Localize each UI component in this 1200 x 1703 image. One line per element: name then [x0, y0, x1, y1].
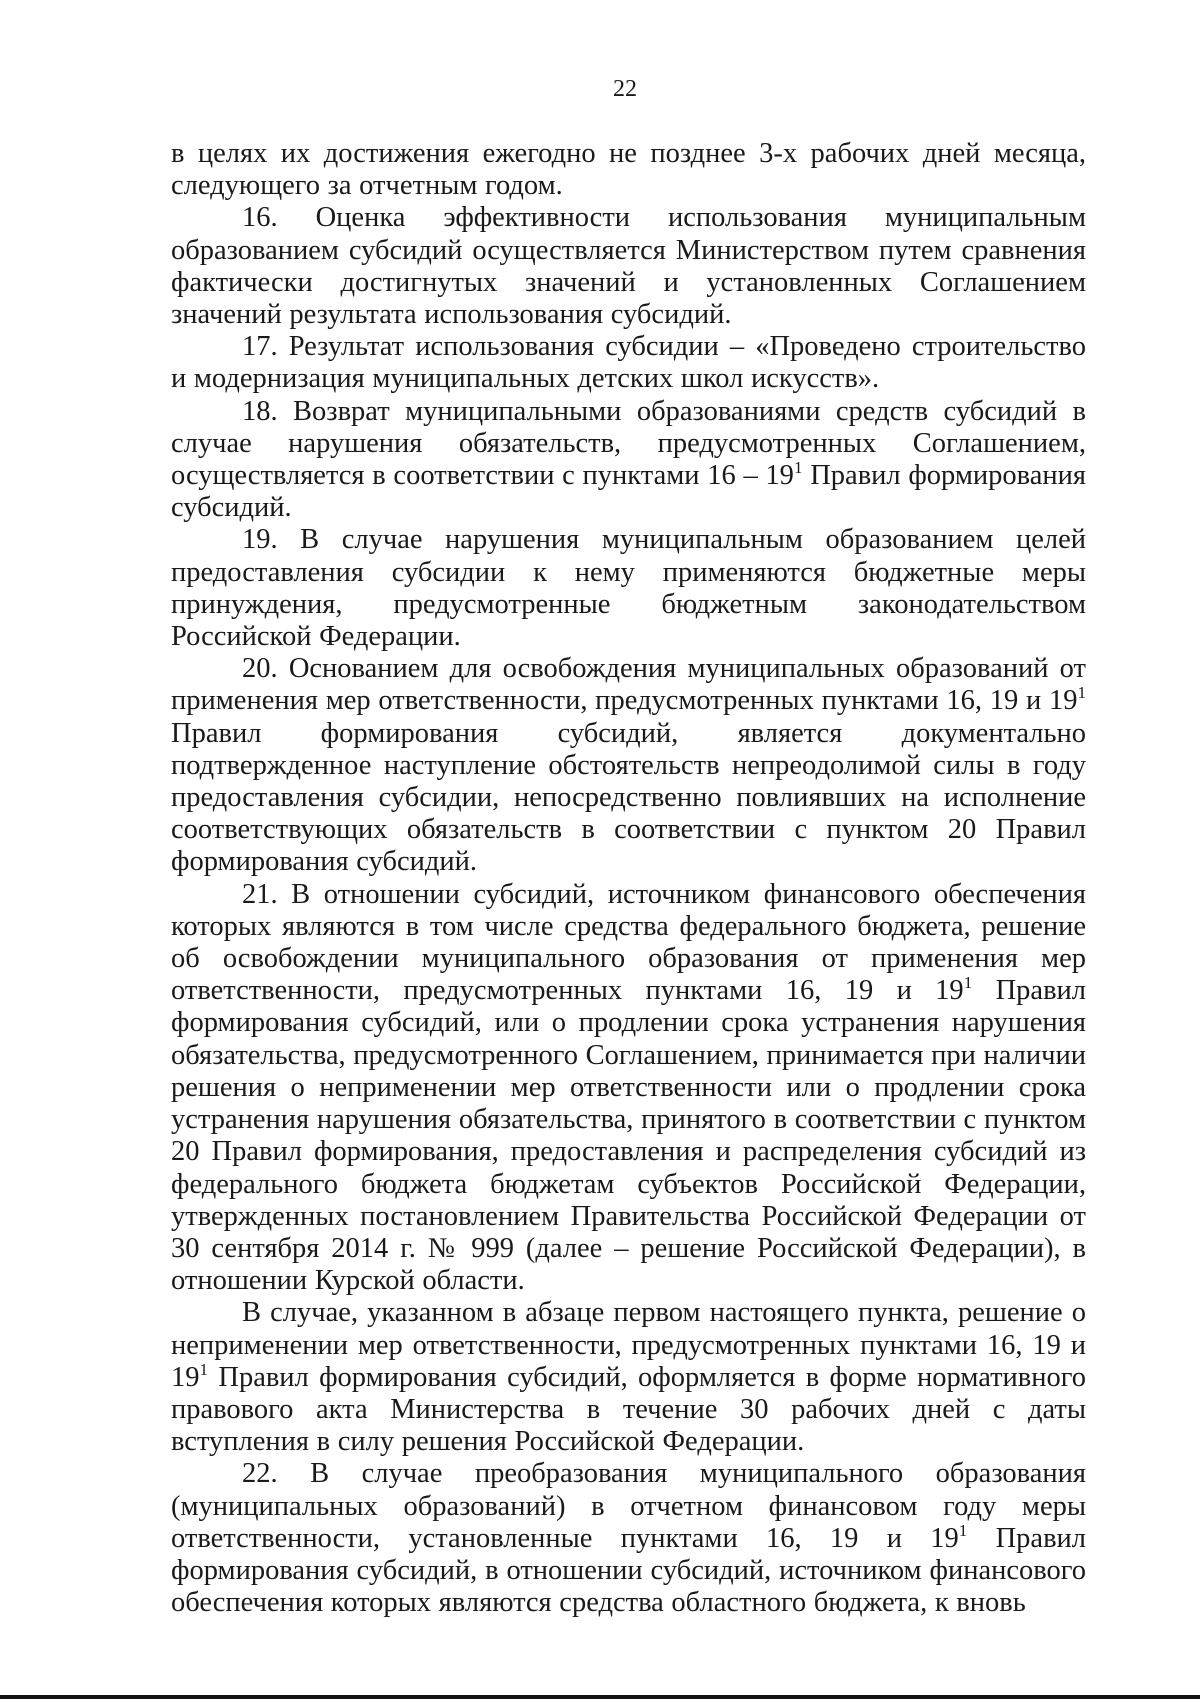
superscript-marker: 1 — [963, 973, 973, 993]
paragraph-text: 20. Основанием для освобождения муниципальных образований от применения мер ответственности, предусмотренных пунктами 16, 19 и 19 — [171, 653, 1086, 717]
page-number: 22 — [613, 76, 637, 102]
superscript-marker: 1 — [958, 1520, 968, 1540]
document-body — [171, 138, 1086, 1619]
paragraph-p17 — [171, 331, 1086, 395]
paragraph-text: 22. В случае преобразования муниципального образования (муниципальных образований) в отчетном финансовом году меры ответственности, установленные пунктами 16, 19 и 19 — [171, 1458, 1086, 1554]
paragraph-p21 — [171, 879, 1086, 1298]
superscript-marker: 1 — [793, 457, 803, 477]
scan-edge-line — [0, 1695, 1200, 1699]
paragraph-p19 — [171, 524, 1086, 653]
paragraph-p18 — [171, 396, 1086, 525]
paragraph-text: 16. Оценка эффективности использования муниципальным образованием субсидий осуществляется Министерством путем сравнения фактически достигнутых значений и установленных Соглашением значений результата использования субсидий. — [171, 202, 1086, 331]
paragraph-p22 — [171, 1458, 1086, 1619]
paragraph-text: 18. Возврат муниципальными образованиями средств субсидий в случае нарушения обязательств, предусмотренных Соглашением, осуществляется в соответствии с пунктами 16 – 19 — [171, 395, 1086, 492]
paragraph-text: Правил формирования субсидий. — [171, 460, 1087, 524]
paragraph-text: в целях их достижения ежегодно не позднее 3-х рабочих дней месяца, следующего за отчетным годом. — [171, 138, 1086, 202]
paragraph-text: 17. Результат использования субсидии – «Проведено строительство и модернизация муниципальных детских школ искусств». — [171, 331, 1086, 395]
paragraph-text: 19. В случае нарушения муниципальным образованием целей предоставления субсидии к нему применяются бюджетные меры принуждения, предусмотренные бюджетным законодательством Российской Федерации. — [171, 524, 1086, 653]
paragraph-text: В случае, указанном в абзаце первом настоящего пункта, решение о неприменении мер ответственности, предусмотренных пунктами 16, 19 и 19 — [171, 1297, 1086, 1393]
superscript-marker: 1 — [199, 1359, 209, 1379]
paragraph-p20 — [171, 653, 1086, 878]
paragraph-p-cont — [171, 138, 1086, 202]
paragraph-text: Правил формирования субсидий, является документально подтвержденное наступление обстоятельств непреодолимой силы в году предоставления субсидии, непосредственно повлиявших на исполнение соответствующих обязательств в соответствии с пунктом 20 Правил формирования субсидий. — [171, 717, 1086, 878]
paragraph-p16 — [171, 202, 1086, 331]
paragraph-text: Правил формирования субсидий, оформляется в форме нормативного правового акта Министерства в течение 30 рабочих дней с даты вступления в силу решения Российской Федерации. — [171, 1361, 1086, 1458]
paragraph-text: Правил формирования субсидий, в отношении субсидий, источником финансового обеспечения которых являются средства областного бюджета, к вновь — [171, 1522, 1086, 1619]
superscript-marker: 1 — [1077, 683, 1086, 703]
paragraph-text: Правил формирования субсидий, или о продлении срока устранения нарушения обязательства, предусмотренного Соглашением, принимается при наличии решения о неприменении мер ответственности или о продлении срока устранения нарушения обязательства, принятого в соответствии с пунктом 20 Правил формирования, предоставления и распределения субсидий из федерального бюджета бюджетам субъектов Российской Федерации, утвержденных постановлением Правительства Российской Федерации от 30 сентября 2014 г. № 999 (далее – решение Российской Федерации), в отношении Курской области. — [171, 975, 1086, 1297]
paragraph-text: 21. В отношении субсидий, источником финансового обеспечения которых являются в том числе средства федерального бюджета, решение об освобождении муниципального образования от применения мер ответственности, предусмотренных пунктами 16, 19 и 19 — [171, 878, 1086, 1007]
paragraph-p21-2 — [171, 1297, 1086, 1458]
